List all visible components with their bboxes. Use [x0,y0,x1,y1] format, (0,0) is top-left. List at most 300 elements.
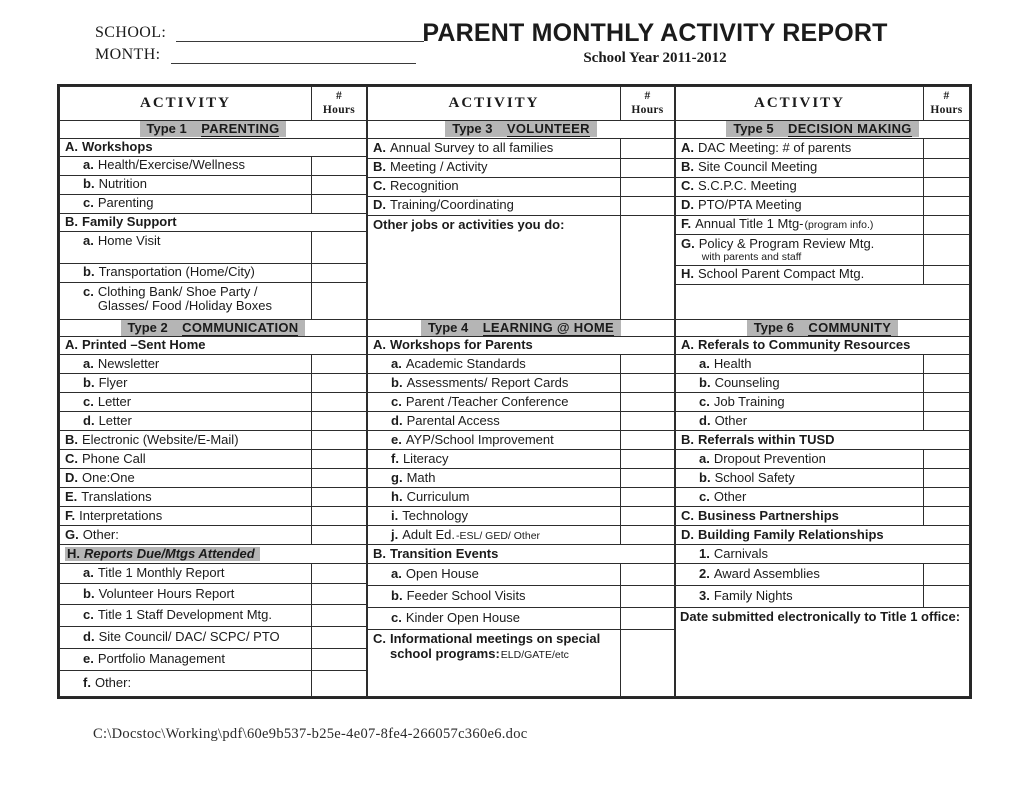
activity-label: Building Family Relationships [698,526,884,542]
activity-label: Feeder School Visits [406,588,526,604]
activity-label: Workshops for Parents [390,337,533,353]
activity-label-cell [368,545,675,564]
activity-label-cell [60,412,312,431]
activity-row [60,545,367,564]
activity-label-cell [676,355,924,374]
item-letter: c. [83,283,94,299]
activity-label: Job Training [713,393,785,409]
activity-row [60,263,367,282]
hours-input-cell[interactable] [312,263,367,282]
activity-label-cell [60,263,312,282]
activity-row [60,213,367,231]
activity-label: Home Visit [97,232,161,248]
activity-label-cell [60,564,312,584]
activity-label-cell [60,337,367,355]
activity-label: Reports Due/Mtgs Attended [84,545,255,561]
activity-label-cell [60,282,312,319]
month-label: MONTH: [95,46,161,63]
hours-input-cell[interactable] [621,586,675,608]
blank-row [676,284,970,319]
activity-label: Clothing Bank/ Shoe Party / Glasses/ Food /Holiday Boxes [97,283,272,314]
activity-label: Academic Standards [405,355,526,371]
activity-label: Policy & Program Review Mtg. [698,235,875,251]
activity-label-cell [368,469,621,488]
section-header-row [676,319,970,337]
hours-input-cell[interactable] [924,196,970,215]
item-letter: a. [391,566,402,582]
activity-label: Health/Exercise/Wellness [97,157,245,173]
activity-row [368,355,675,374]
activity-label-cell [60,374,312,393]
item-letter: g. [391,469,403,485]
item-letter: e. [391,431,402,447]
hours-input-cell[interactable] [924,158,970,177]
activity-label: Volunteer Hours Report [98,585,235,601]
activity-label-cell [676,488,924,507]
hours-input-cell[interactable] [621,526,675,545]
activity-label-small: ELD/GATE/etc [500,648,569,661]
activity-label-cell [60,488,312,507]
hours-input-cell[interactable] [621,355,675,374]
activity-label-cell [60,156,312,175]
activity-label: Informational meetings on special school programs: [390,631,601,661]
activity-row [60,231,367,263]
item-letter: c. [83,195,94,211]
activity-row [60,282,367,319]
hours-input-cell[interactable] [621,507,675,526]
section-header: Type 3 VOLUNTEER [368,121,675,139]
item-letter: B. [681,159,694,175]
activity-row [676,138,970,158]
activity-label: Counseling [714,374,780,390]
activity-label: Curriculum [406,488,470,504]
activity-row [60,488,367,507]
activity-row [368,630,675,697]
section-name: LEARNING @ HOME [482,319,614,335]
hours-input-cell[interactable] [924,177,970,196]
activity-label-cell [676,412,924,431]
section-header-row [368,121,675,139]
activity-row [368,393,675,412]
activity-sub-label: with parents and staff [701,251,802,264]
hours-input-cell[interactable] [924,450,970,469]
hours-input-cell[interactable] [312,355,367,374]
hours-input-cell[interactable] [924,138,970,158]
hours-input-cell[interactable] [924,469,970,488]
activity-label: Newsletter [97,355,160,371]
activity-label-cell [368,355,621,374]
activity-row [368,564,675,586]
activity-row [676,337,970,355]
activity-row [676,196,970,215]
activity-label: Other [713,488,747,504]
activity-label-cell [368,507,621,526]
activity-row [60,138,367,156]
document-path: C:\Docstoc\Working\pdf\60e9b537-b25e-4e07-8fe4-266057c360e6.doc [93,726,528,742]
activity-label-cell [676,177,924,196]
activity-label-cell [676,586,924,608]
activity-label: Date submitted electronically to Title 1 office: [680,609,961,625]
activity-row [368,431,675,450]
item-letter: a. [699,355,710,371]
activity-label: One:One [82,469,135,485]
activity-label-cell [368,393,621,412]
activity-table-2 [367,86,675,697]
item-letter: H. [67,545,80,561]
hours-input-cell[interactable] [924,393,970,412]
activity-label-cell [676,196,924,215]
hours-input-cell[interactable] [312,507,367,526]
activity-table-3 [675,86,970,697]
activity-label-cell [60,627,312,649]
item-letter: G. [681,235,695,251]
activity-label-cell [368,337,675,355]
activity-row [60,355,367,374]
hours-input-cell[interactable] [621,138,675,158]
item-letter: d. [391,412,403,428]
activity-label-cell [60,469,312,488]
month-field [95,46,416,64]
section-header-row [368,319,675,337]
activity-row [676,431,970,450]
activity-label-cell [676,158,924,177]
item-letter: b. [83,176,95,192]
activity-label: Transportation (Home/City) [98,264,255,280]
hours-input-cell[interactable] [924,507,970,526]
activity-row [60,412,367,431]
hours-input-cell[interactable] [312,584,367,605]
month-input-line[interactable] [171,46,416,64]
report-table [57,84,972,699]
activity-row [368,507,675,526]
activity-row [676,234,970,265]
hours-input-cell[interactable] [621,215,675,319]
activity-label: Technology [402,507,469,523]
item-letter: E. [65,488,78,504]
hours-input-cell[interactable] [924,412,970,431]
item-letter: b. [391,374,403,390]
activity-label-cell [676,545,970,564]
item-letter: c. [391,393,402,409]
activity-label: Nutrition [98,176,147,192]
hours-input-cell[interactable] [924,374,970,393]
hours-input-cell[interactable] [312,469,367,488]
section-header-row [676,121,970,139]
activity-label: Carnivals [713,545,769,561]
section-header: Type 4 LEARNING @ HOME [368,319,675,337]
item-letter: A. [65,138,78,154]
activity-row [676,526,970,545]
activity-label-cell [676,215,924,234]
activity-label-cell [368,450,621,469]
table-header-row [368,87,675,121]
hours-column-header: # Hours [924,87,970,121]
activity-row [60,194,367,213]
activity-label: Flyer [98,374,128,390]
activity-label-cell [60,450,312,469]
section-name: VOLUNTEER [506,121,590,136]
activity-column-header: ACTIVITY [368,87,621,121]
activity-label: Parental Access [406,412,500,428]
activity-label-cell [676,234,924,265]
activity-table-1 [59,86,367,697]
hours-input-cell[interactable] [312,374,367,393]
hours-input-cell[interactable] [312,564,367,584]
section-name: COMMUNITY [808,319,892,335]
title-block [420,19,890,67]
activity-label: Translations [81,488,152,504]
activity-label: Award Assemblies [713,566,820,582]
item-letter: a. [391,355,402,371]
item-letter: f. [391,450,399,466]
activity-label: Title 1 Monthly Report [97,565,225,581]
item-letter: A. [681,139,694,155]
hours-input-cell[interactable] [312,488,367,507]
activity-row [676,450,970,469]
activity-label-cell [368,196,621,215]
activity-label: Site Council/ DAC/ SCPC/ PTO [98,629,280,645]
activity-label: Adult Ed. [402,526,455,542]
hours-input-cell[interactable] [924,586,970,608]
item-letter: b. [83,374,95,390]
activity-label-cell [368,608,621,630]
hours-input-cell[interactable] [621,431,675,450]
activity-label-cell [368,431,621,450]
school-input-line[interactable] [176,24,424,42]
item-letter: c. [699,488,710,504]
activity-label: Referrals within TUSD [698,431,835,447]
activity-label-cell [676,507,924,526]
activity-label: PTO/PTA Meeting [698,197,802,213]
item-letter: B. [373,545,386,561]
section-name: DECISION MAKING [788,121,912,136]
hours-input-cell[interactable] [924,265,970,284]
activity-row [368,196,675,215]
hours-input-cell[interactable] [312,282,367,319]
item-letter: A. [681,337,694,353]
hours-input-cell[interactable] [621,158,675,177]
activity-label-cell [60,138,367,156]
activity-label: Family Nights [713,588,793,604]
activity-label-cell [676,138,924,158]
activity-label: Interpretations [79,507,163,523]
section-header: Type 6 COMMUNITY [676,319,970,337]
item-letter: c. [83,607,94,623]
activity-row [676,265,970,284]
activity-label: Literacy [402,450,449,466]
activity-label-cell [60,355,312,374]
activity-row [60,605,367,627]
hours-input-cell[interactable] [312,412,367,431]
item-letter: b. [391,588,403,604]
hours-input-cell[interactable] [312,175,367,194]
hours-input-cell[interactable] [621,196,675,215]
item-letter: a. [83,565,94,581]
hours-input-cell[interactable] [312,194,367,213]
activity-label-cell [60,231,312,263]
activity-row [676,586,970,608]
hours-input-cell[interactable] [924,234,970,265]
hours-input-cell[interactable] [312,605,367,627]
activity-row [368,374,675,393]
activity-row [676,374,970,393]
activity-row [60,450,367,469]
activity-label: Electronic (Website/E-Mail) [82,431,239,447]
activity-row [368,469,675,488]
activity-label-cell [60,194,312,213]
activity-row [368,545,675,564]
section-header: Type 1 PARENTING [60,121,367,139]
activity-row [676,393,970,412]
activity-label: Open House [405,566,479,582]
section-header: Type 5 DECISION MAKING [676,121,970,139]
hours-input-cell[interactable] [312,393,367,412]
item-letter: F. [681,216,692,232]
activity-label-cell [368,177,621,196]
hours-input-cell[interactable] [312,156,367,175]
activity-row [368,138,675,158]
item-letter: 1. [699,545,710,561]
activity-label: Portfolio Management [97,651,226,667]
item-letter: 3. [699,588,710,604]
activity-row [676,158,970,177]
activity-row [676,545,970,564]
activity-label-cell [368,215,621,319]
hours-column-header: # Hours [621,87,675,121]
activity-row [368,412,675,431]
activity-row [60,507,367,526]
section-header-row [60,319,367,337]
hours-input-cell[interactable] [621,488,675,507]
activity-label-cell [60,584,312,605]
activity-label-cell [368,586,621,608]
activity-label-cell [60,507,312,526]
activity-label-cell [676,265,924,284]
activity-row [676,177,970,196]
activity-row [368,608,675,630]
activity-row [676,412,970,431]
activity-row [676,488,970,507]
activity-column-header: ACTIVITY [676,87,924,121]
item-letter: b. [699,469,711,485]
activity-row [60,584,367,605]
activity-label: Family Support [82,213,177,229]
school-label: SCHOOL: [95,24,167,41]
activity-label: Phone Call [82,450,146,466]
item-letter: B. [65,213,78,229]
activity-row [368,586,675,608]
section-header-row [60,121,367,139]
activity-label: DAC Meeting: # of parents [698,139,852,155]
hours-input-cell[interactable] [312,431,367,450]
hours-column-header: # Hours [312,87,367,121]
activity-label: Other: [94,675,132,691]
hours-input-cell[interactable] [621,450,675,469]
activity-row [676,469,970,488]
hours-input-cell[interactable] [621,374,675,393]
activity-label: Letter [98,412,132,428]
hours-input-cell[interactable] [621,608,675,630]
activity-label: AYP/School Improvement [405,431,554,447]
activity-label: Meeting / Activity [390,159,488,175]
activity-label-cell [60,671,312,697]
item-letter: e. [83,651,94,667]
activity-label: Recognition [390,178,459,194]
activity-row [368,526,675,545]
hours-input-cell[interactable] [312,231,367,263]
hours-input-cell[interactable] [924,488,970,507]
item-letter: b. [699,374,711,390]
activity-row [60,393,367,412]
activity-label-cell [676,337,970,355]
activity-row [60,627,367,649]
hours-input-cell[interactable] [312,649,367,671]
activity-row [368,177,675,196]
activity-label-cell [368,630,621,697]
activity-row [676,355,970,374]
item-letter: D. [681,197,694,213]
hours-input-cell[interactable] [924,564,970,586]
activity-row [60,671,367,697]
activity-label-cell [368,412,621,431]
activity-label: Other [714,412,748,428]
hours-input-cell[interactable] [621,412,675,431]
activity-label-cell [676,431,970,450]
activity-column-header: ACTIVITY [60,87,312,121]
activity-label: Workshops [82,138,153,154]
hours-input-cell[interactable] [312,671,367,697]
activity-label-cell [60,431,312,450]
item-letter: A. [373,139,386,155]
hours-input-cell[interactable] [621,564,675,586]
activity-label-cell [368,374,621,393]
activity-label-cell [676,374,924,393]
hours-input-cell[interactable] [312,526,367,545]
table-header-row [676,87,970,121]
activity-label-cell [368,138,621,158]
activity-label: Referals to Community Resources [698,337,911,353]
activity-label-cell [60,649,312,671]
hours-input-cell[interactable] [621,469,675,488]
hours-input-cell[interactable] [621,630,675,697]
hours-input-cell[interactable] [621,177,675,196]
item-letter: 2. [699,566,710,582]
activity-label-cell [676,393,924,412]
activity-label-small: (program info.) [804,219,874,232]
activity-label: Assessments/ Report Cards [406,374,569,390]
activity-label-cell [368,158,621,177]
hours-input-cell[interactable] [924,355,970,374]
activity-row [60,469,367,488]
item-letter: j. [391,526,399,542]
hours-input-cell[interactable] [312,450,367,469]
item-letter: a. [83,355,94,371]
activity-label-cell [60,545,367,564]
activity-row [368,215,675,319]
item-letter: C. [65,450,78,466]
activity-label-cell [60,213,367,231]
activity-row [60,431,367,450]
hours-input-cell[interactable] [312,627,367,649]
activity-label: Title 1 Staff Development Mtg. [97,607,272,623]
activity-label-small: -ESL/ GED/ Other [456,529,541,542]
item-letter: c. [699,393,710,409]
hours-input-cell[interactable] [924,215,970,234]
table-header-row [60,87,367,121]
item-letter: G. [65,526,79,542]
activity-row [368,337,675,355]
hours-input-cell[interactable] [621,393,675,412]
